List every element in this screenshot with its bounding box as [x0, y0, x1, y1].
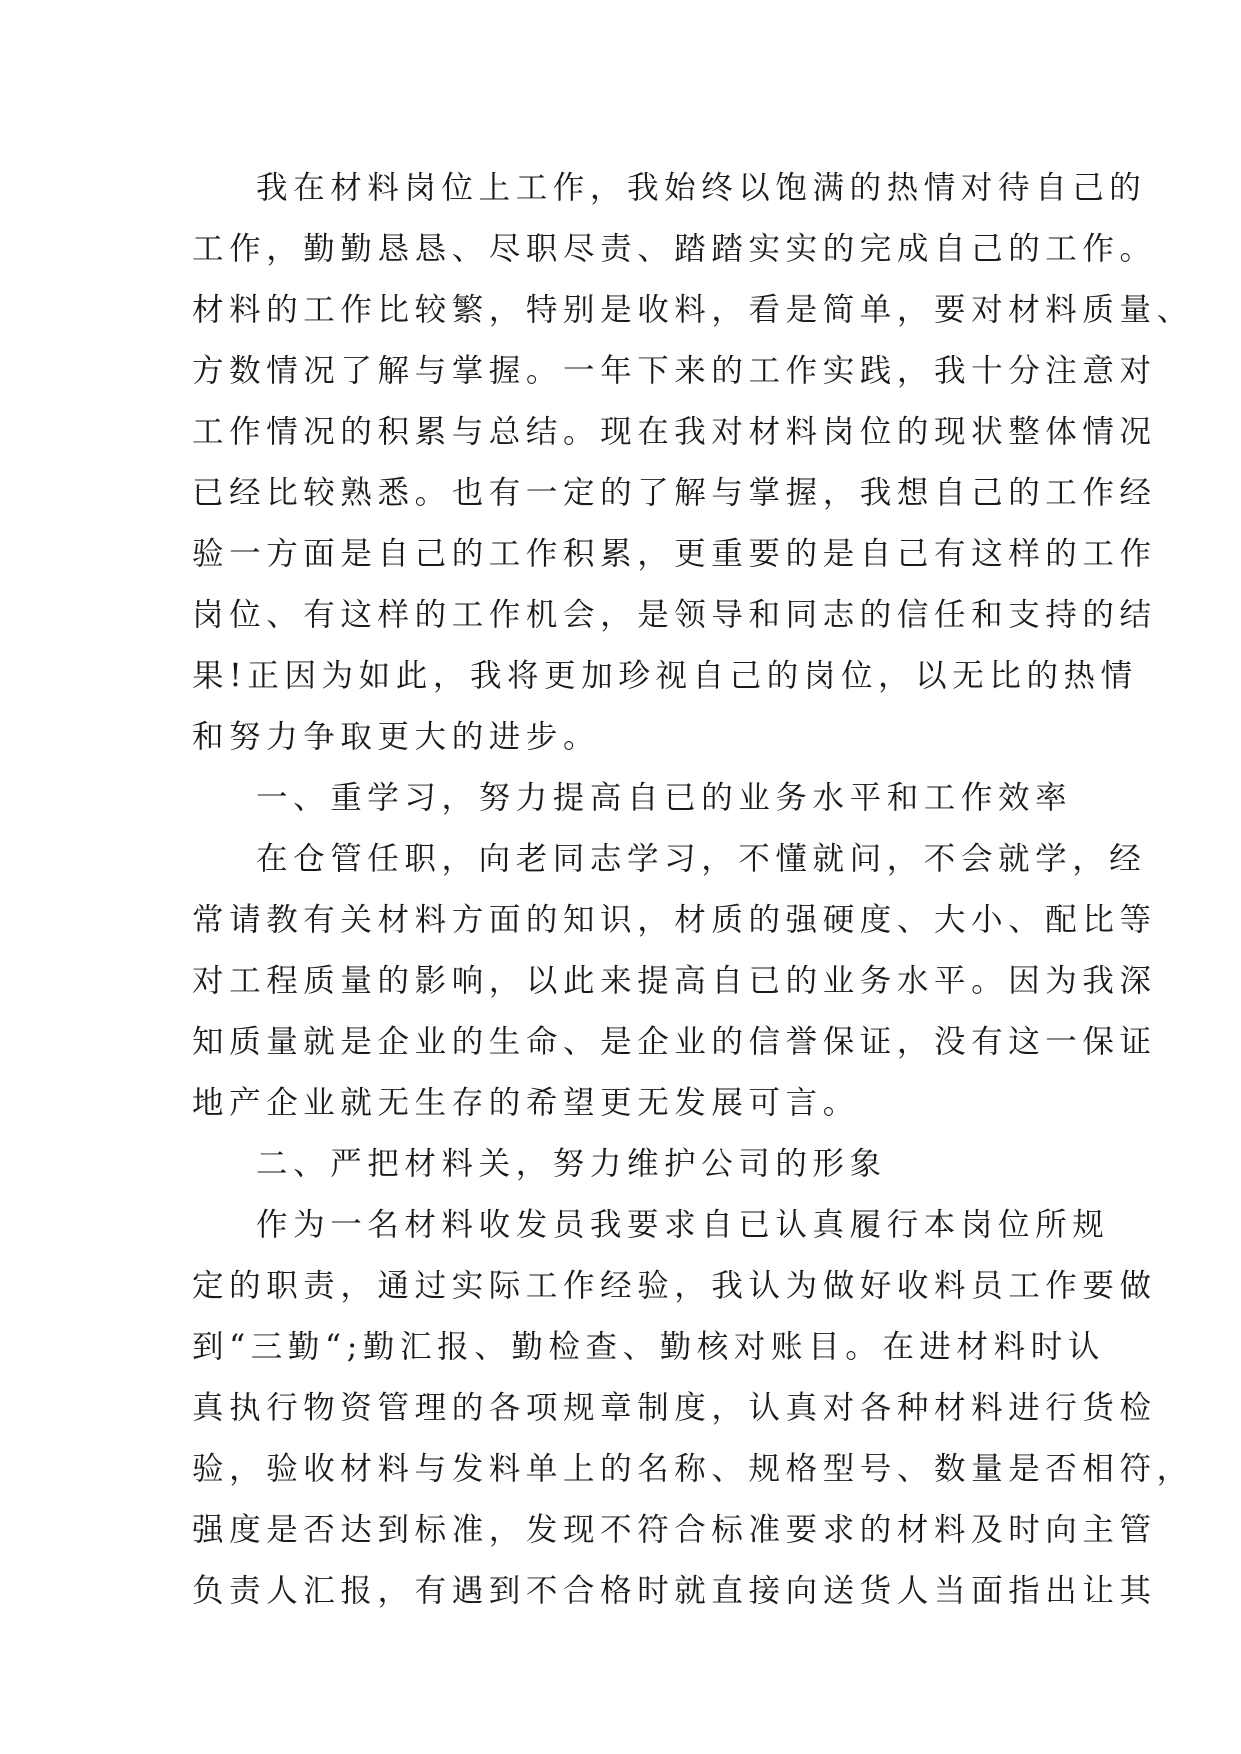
section-heading-1: 一、重学习，努力提高自已的业务水平和工作效率	[256, 780, 1073, 816]
paragraph-2-line-3: 对工程质量的影响，以此来提高自已的业务水平。因为我深	[192, 963, 1157, 999]
paragraph-3-line-3: 到“三勤“;勤汇报、勤检查、勤核对账目。在进材料时认	[192, 1329, 1105, 1365]
paragraph-1-line-8: 岗位、有这样的工作机会，是领导和同志的信任和支持的结	[192, 597, 1157, 633]
paragraph-1-line-9: 果!正因为如此，我将更加珍视自己的岗位，以无比的热情	[192, 658, 1138, 694]
paragraph-3-line-6: 强度是否达到标准，发现不符合标准要求的材料及时向主管	[192, 1512, 1157, 1548]
paragraph-1-line-3: 材料的工作比较繁，特别是收料，看是简单，要对材料质量、	[192, 292, 1194, 328]
paragraph-1-line-1: 我在材料岗位上工作，我始终以饱满的热情对待自己的	[256, 170, 1147, 206]
paragraph-1-line-4: 方数情况了解与掌握。一年下来的工作实践，我十分注意对	[192, 353, 1157, 389]
section-heading-2: 二、严把材料关，努力维护公司的形象	[256, 1146, 887, 1182]
document-body	[192, 158, 1194, 1622]
paragraph-1-line-10: 和努力争取更大的进步。	[192, 719, 601, 755]
paragraph-3-line-7: 负责人汇报，有遇到不合格时就直接向送货人当面指出让其	[192, 1573, 1157, 1609]
paragraph-3-line-2: 定的职责，通过实际工作经验，我认为做好收料员工作要做	[192, 1268, 1157, 1304]
paragraph-1-line-2: 工作，勤勤恳恳、尽职尽责、踏踏实实的完成自己的工作。	[192, 231, 1157, 267]
paragraph-2-line-1: 在仓管任职，向老同志学习，不懂就问，不会就学，经	[256, 841, 1147, 877]
paragraph-1-line-6: 已经比较熟悉。也有一定的了解与掌握，我想自己的工作经	[192, 475, 1157, 511]
paragraph-2-line-4: 知质量就是企业的生命、是企业的信誉保证，没有这一保证	[192, 1024, 1157, 1060]
paragraph-1-line-5: 工作情况的积累与总结。现在我对材料岗位的现状整体情况	[192, 414, 1157, 450]
paragraph-3-line-5: 验，验收材料与发料单上的名称、规格型号、数量是否相符，	[192, 1451, 1194, 1487]
paragraph-2-line-5: 地产企业就无生存的希望更无发展可言。	[192, 1085, 860, 1121]
paragraph-2-line-2: 常请教有关材料方面的知识，材质的强硬度、大小、配比等	[192, 902, 1157, 938]
paragraph-3-line-4: 真执行物资管理的各项规章制度，认真对各种材料进行货检	[192, 1390, 1157, 1426]
paragraph-1-line-7: 验一方面是自己的工作积累，更重要的是自己有这样的工作	[192, 536, 1157, 572]
paragraph-3-line-1: 作为一名材料收发员我要求自已认真履行本岗位所规	[256, 1207, 1110, 1243]
